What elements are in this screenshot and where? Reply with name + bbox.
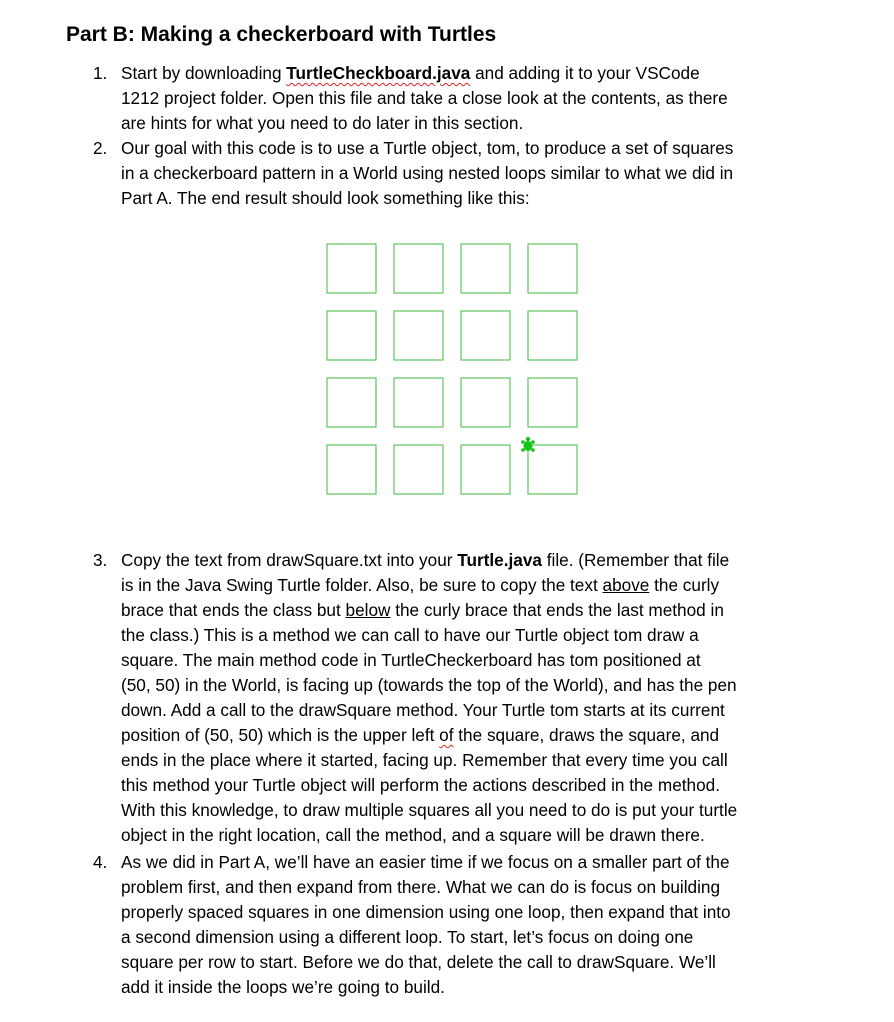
list-number: 1. — [93, 63, 108, 83]
text-line: in a checkerboard pattern in a World using nested loops similar to what we did in — [121, 163, 734, 183]
text-line — [121, 548, 811, 573]
text-line: With this knowledge, to draw multiple squares all you need to do is put your turtle — [121, 800, 738, 820]
checker-square — [327, 244, 376, 293]
checker-square — [461, 445, 510, 494]
checker-square — [394, 311, 443, 360]
text-line: As we did in Part A, we’ll have an easier time if we focus on a smaller part of the — [121, 852, 730, 872]
text-line: object in the right location, call the method, and a square will be drawn there. — [121, 825, 705, 845]
text-line: (50, 50) in the World, is facing up (towards the top of the World), and has the pen — [121, 675, 737, 695]
text-run: the square, draws the square, and — [453, 725, 720, 745]
text-line: add it inside the loops we’re going to build. — [121, 977, 445, 997]
text-line: ends in the place where it started, facing up. Remember that every time you call — [121, 750, 728, 770]
text-line: square. The main method code in TurtleCheckerboard has tom positioned at — [121, 650, 701, 670]
list-number: 3. — [93, 550, 108, 570]
underlined-word: above — [602, 575, 650, 595]
checker-square — [461, 244, 510, 293]
checker-square — [528, 244, 577, 293]
checker-square — [327, 378, 376, 427]
checker-square — [394, 378, 443, 427]
checker-square — [461, 311, 510, 360]
checker-square — [394, 445, 443, 494]
text-run: file. (Remember that file — [541, 550, 730, 570]
text-line: a second dimension using a different loop. To start, let’s focus on doing one — [121, 927, 694, 947]
text-line: this method your Turtle object will perform the actions described in the method. — [121, 775, 720, 795]
text-line — [121, 573, 811, 598]
file-link[interactable]: TurtleCheckboard.java — [286, 63, 471, 83]
text-line: down. Add a call to the drawSquare method. Your Turtle tom starts at its current — [121, 700, 725, 720]
checker-square — [461, 378, 510, 427]
text-line — [121, 61, 811, 86]
checker-square — [528, 378, 577, 427]
text-line: 1212 project folder. Open this file and take a close look at the contents, as there — [121, 88, 728, 108]
section-heading: Part B: Making a checkerboard with Turtles — [66, 23, 497, 46]
checker-square — [327, 311, 376, 360]
list-item-body — [121, 61, 811, 136]
text-line: the class.) This is a method we can call to have our Turtle object tom draw a — [121, 625, 699, 645]
underlined-word: below — [345, 600, 391, 620]
text-line — [121, 598, 811, 623]
text-line: problem first, and then expand from there. What we can do is focus on building — [121, 877, 721, 897]
checker-square — [394, 244, 443, 293]
spellcheck-word: of — [439, 725, 454, 745]
text-run: brace that ends the class but — [121, 600, 346, 620]
checker-square — [327, 445, 376, 494]
text-line: are hints for what you need to do later in this section. — [121, 113, 524, 133]
list-number: 2. — [93, 138, 108, 158]
list-item-body — [121, 548, 811, 848]
text-line: square per row to start. Before we do that, delete the call to drawSquare. We’ll — [121, 952, 716, 972]
text-run: and adding it to your VSCode — [470, 63, 700, 83]
text-run: position of (50, 50) which is the upper left — [121, 725, 440, 745]
list-number: 4. — [93, 852, 108, 872]
text-run: the curly brace that ends the last method in — [390, 600, 724, 620]
turtle-icon — [521, 437, 535, 452]
checker-square — [528, 311, 577, 360]
text-run: Copy the text from drawSquare.txt into your — [121, 550, 458, 570]
text-line: properly spaced squares in one dimension using one loop, then expand that into — [121, 902, 731, 922]
list-item-body — [121, 850, 811, 1000]
list-item-body — [121, 136, 811, 211]
text-run: is in the Java Swing Turtle folder. Also, be sure to copy the text — [121, 575, 603, 595]
text-line — [121, 723, 811, 748]
text-run: Start by downloading — [121, 63, 287, 83]
text-line: Our goal with this code is to use a Turtle object, tom, to produce a set of squares — [121, 138, 734, 158]
text-run: the curly — [649, 575, 720, 595]
checkerboard-figure — [300, 225, 600, 515]
checker-square — [528, 445, 577, 494]
bold-filename: Turtle.java — [457, 550, 542, 570]
text-line: Part A. The end result should look something like this: — [121, 188, 530, 208]
